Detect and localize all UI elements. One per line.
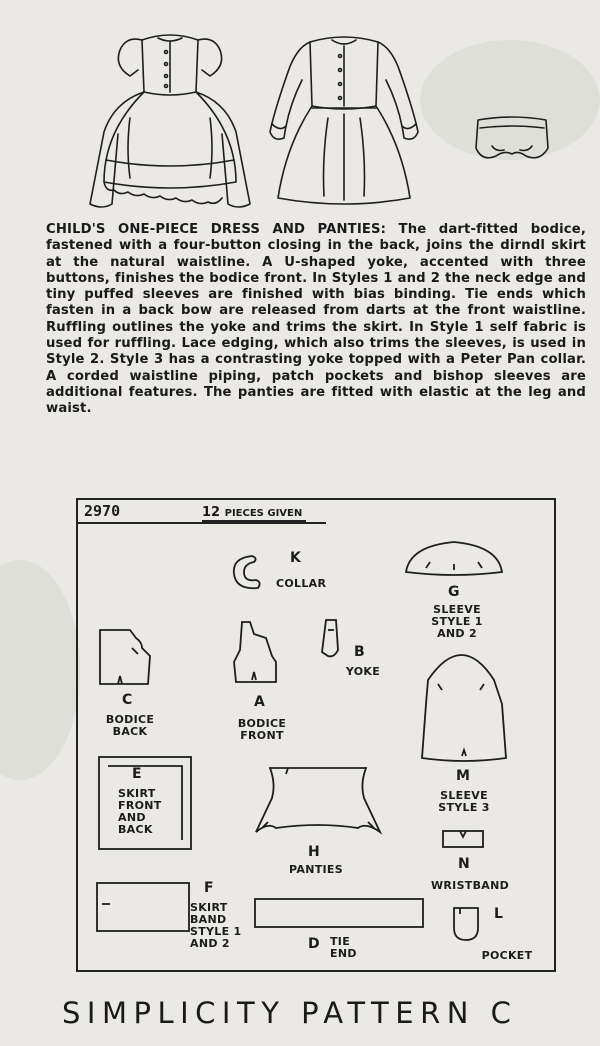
piece-n-label: WRISTBAND [430, 879, 510, 892]
piece-k-label: COLLAR [276, 577, 327, 590]
pieces-word: PIECES GIVEN [224, 508, 303, 519]
piece-e-letter: E [132, 766, 142, 782]
pattern-number: 2970 [84, 502, 121, 520]
piece-l-letter: L [494, 906, 503, 922]
piece-m-label: SLEEVE STYLE 3 [438, 789, 490, 814]
piece-f-label: SKIRT BAND STYLE 1 AND 2 [190, 901, 242, 950]
piece-f-letter: F [204, 880, 214, 896]
piece-g-letter: G [448, 584, 460, 600]
piece-n-letter: N [458, 856, 470, 872]
piece-c-label: BODICE BACK [105, 713, 155, 738]
description-body: The dart-fitted bodice, fastened with a four-button closing in the back, joins the dirndl skirt at the natural waistline. A U-shaped yoke, accented with three buttons, finishes the bodice front. In Styles 1 and 2 the neck edge and tiny puffed sleeves are finished with bias binding. Tie ends which fasten in a back bow are released from darts at the front waistline. Ruffling outlines the yoke and trims the skirt. In Style 1 self fabric is used for ruffling. Lace edging, which also trims the sleeves, is used in Style 2. Style 3 has a contrasting yoke topped with a Peter Pan collar. A corded waistline piping, patch pockets and bishop sleeves are additional features. The panties are fitted with elastic at the leg and waist. [46, 222, 586, 417]
piece-d-letter: D [308, 936, 320, 952]
pattern-description [46, 222, 586, 418]
piece-a-letter: A [254, 694, 265, 710]
panties-illustration [476, 117, 548, 158]
dress-style-3-illustration [270, 37, 418, 204]
piece-d-label: TIE END [330, 935, 357, 960]
pieces-given [202, 505, 306, 522]
piece-k-letter: K [290, 550, 301, 566]
piece-a-label: BODICE FRONT [237, 717, 287, 742]
piece-b-label: YOKE [345, 665, 381, 678]
piece-h-label: PANTIES [289, 863, 343, 876]
paper-stain [0, 560, 80, 780]
piece-l-label: POCKET [481, 949, 533, 962]
garment-illustrations [70, 28, 570, 218]
pieces-count: 12 [202, 505, 221, 520]
piece-c-letter: C [122, 692, 133, 708]
piece-e-label: SKIRT FRONT AND BACK [118, 787, 162, 836]
piece-m-letter: M [456, 768, 470, 784]
pattern-pieces-diagram [76, 498, 556, 972]
piece-h-letter: H [308, 844, 320, 860]
description-title: CHILD'S ONE-PIECE DRESS AND PANTIES: [46, 222, 387, 237]
dress-style-1-illustration [90, 35, 250, 207]
brand-name: SIMPLICITY PATTERN C [62, 996, 518, 1030]
piece-b-letter: B [354, 644, 365, 660]
piece-g-label: SLEEVE STYLE 1 AND 2 [431, 603, 483, 640]
header-rule [78, 522, 326, 524]
